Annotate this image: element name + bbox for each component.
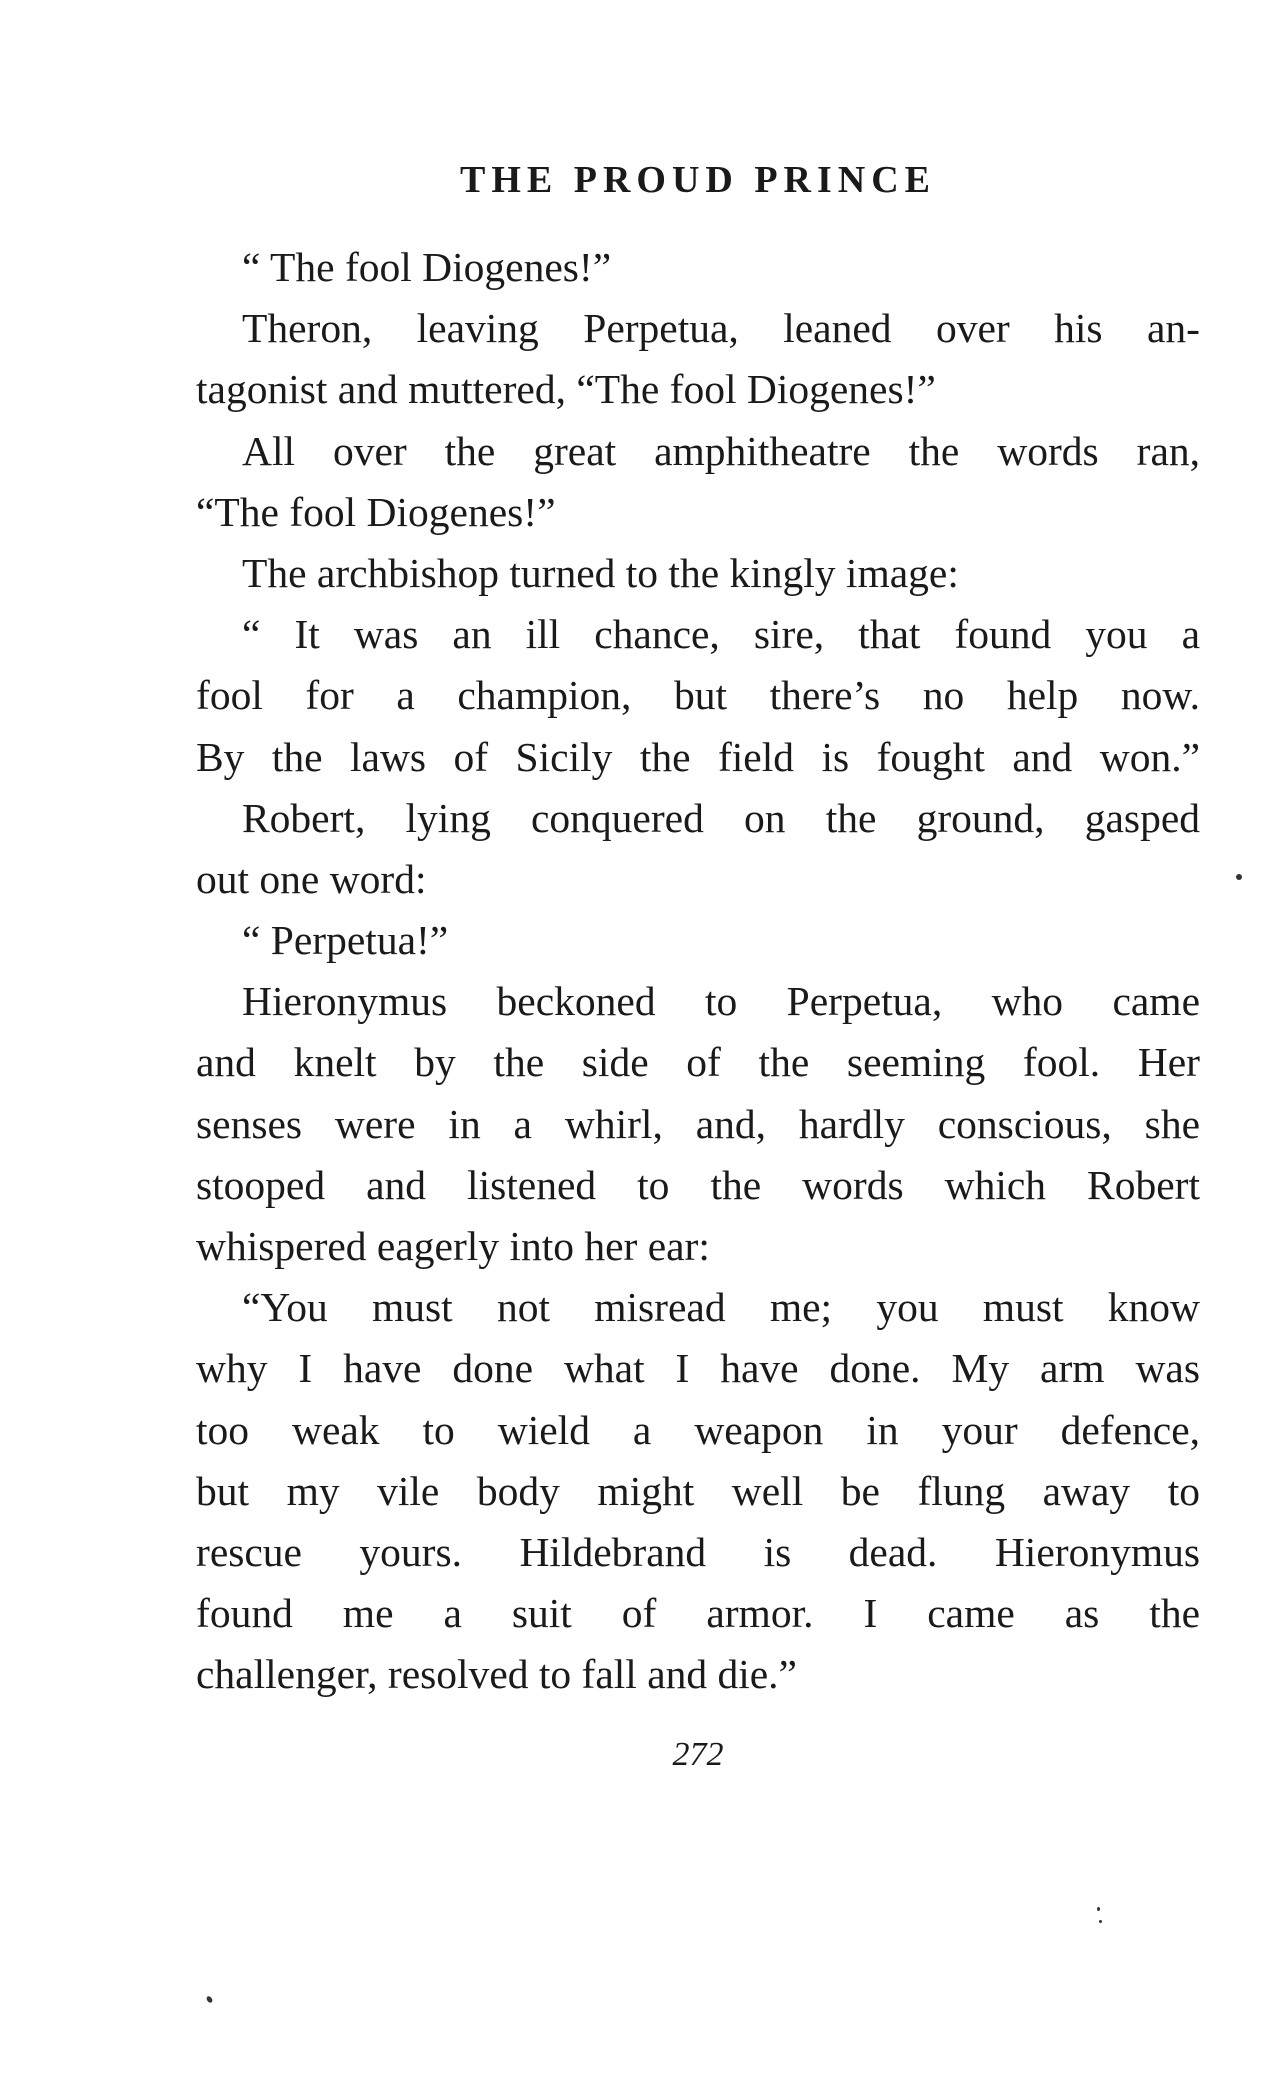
text-line: why I have done what I have done. My arm was (196, 1345, 1200, 1392)
text-line: challenger, resolved to fall and die.” (196, 1651, 797, 1698)
scan-speck (1236, 874, 1242, 880)
text-line: Theron, leaving Perpetua, leaned over his an- (242, 305, 1200, 352)
body-text (196, 237, 1200, 1706)
text-line: Robert, lying conquered on the ground, gasped (242, 794, 1200, 841)
text-line: and knelt by the side of the seeming fool. Her (196, 1039, 1200, 1086)
text-line: “ The fool Diogenes!” (242, 244, 612, 290)
text-line: whispered eagerly into her ear: (196, 1223, 710, 1269)
text-line: Hieronymus beckoned to Perpetua, who came (242, 978, 1200, 1025)
text-line: The archbishop turned to the kingly image: (242, 549, 959, 596)
text-line: “ Perpetua!” (242, 917, 449, 964)
text-line: stooped and listened to the words which Robert (196, 1161, 1200, 1208)
running-head: THE PROUD PRINCE (459, 159, 937, 201)
page-number: 272 (672, 1736, 724, 1773)
text-line: “The fool Diogenes!” (196, 488, 556, 535)
scan-speck (1097, 1907, 1100, 1911)
text-line: fool for a champion, but there’s no help now. (196, 672, 1200, 719)
text-line: tagonist and muttered, “The fool Diogenes!” (196, 366, 936, 413)
text-line: senses were in a whirl, and, hardly conscious, she (196, 1100, 1200, 1147)
text-line: too weak to wield a weapon in your defence, (196, 1406, 1200, 1453)
text-line: but my vile body might well be flung away to (196, 1467, 1200, 1514)
text-line: found me a suit of armor. I came as the (196, 1590, 1200, 1637)
text-line: out one word: (196, 855, 427, 902)
scan-speck (1099, 1920, 1102, 1923)
text-line: By the laws of Sicily the field is fought and won.” (196, 733, 1200, 780)
text-line: All over the great amphitheatre the words ran, (242, 427, 1200, 474)
text-line: “ It was an ill chance, sire, that found you a (242, 611, 1200, 658)
text-line: “You must not misread me; you must know (242, 1284, 1200, 1331)
text-line: rescue yours. Hildebrand is dead. Hieronymus (196, 1528, 1200, 1575)
scan-speck (205, 1995, 213, 2004)
